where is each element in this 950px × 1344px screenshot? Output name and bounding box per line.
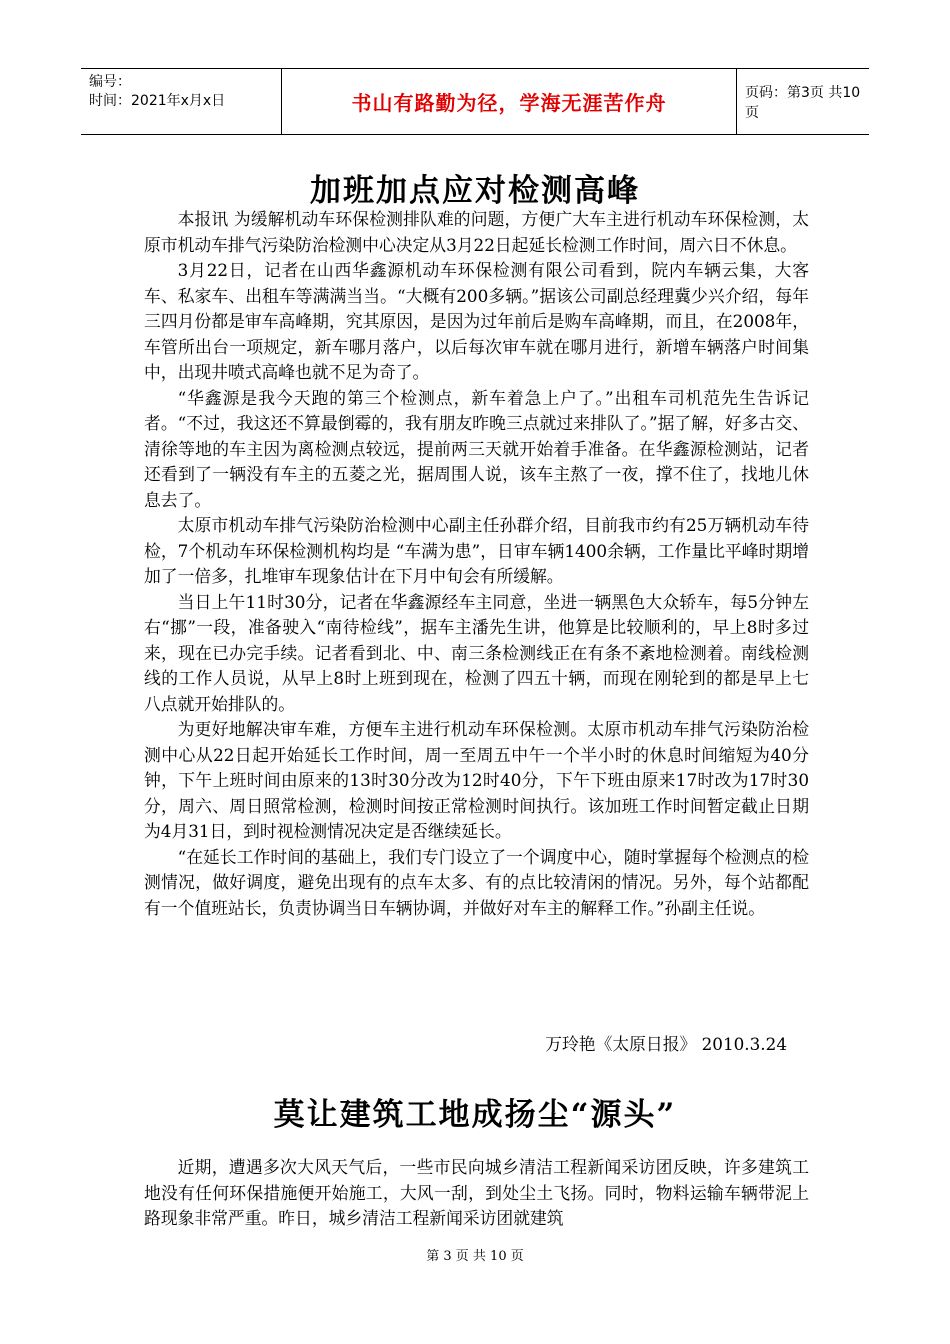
- header-number-label: 编号：: [89, 74, 131, 90]
- article1-paragraph: 本报讯 为缓解机动车环保检测排队难的问题，方便广大车主进行机动车环保检测，太原市机动车排气污染防治检测中心决定从3月22日起延长检测工作时间，周六日不休息。: [144, 209, 809, 255]
- article2-paragraph: 近期，遭遇多次大风天气后，一些市民向城乡清洁工程新闻采访团反映，许多建筑工地没有任何环保措施便开始施工，大风一刮，到处尘土飞扬。同时，物料运输车辆带泥上路现象非常严重。昨日，城乡清洁工程新闻采访团就建筑: [144, 1157, 809, 1228]
- article1-paragraph: 3月22日，记者在山西华鑫源机动车环保检测有限公司看到，院内车辆云集，大客车、私家车、出租车等满满当当。“大概有200多辆。”据该公司副总经理冀少兴介绍，每年三四月份都是审车高峰期，究其原因，是因为过年前后是购车高峰期，而且，在2008年，车管所出台一项规定，新车哪月落户，以后每次审车就在哪月进行，新增车辆落户时间集中，出现井喷式高峰也就不足为奇了。: [144, 260, 809, 382]
- header-page-label: 页码：第3页 共10页: [745, 84, 861, 121]
- article2-title: 莫让建筑工地成扬尘“源头”: [273, 1097, 677, 1133]
- article2-body: [144, 1155, 809, 1232]
- article1-paragraph: 为更好地解决审车难，方便车主进行机动车环保检测。太原市机动车排气污染防治检测中心从22日起开始延长工作时间，周一至周五中午一个半小时的休息时间缩短为40分钟，下午上班时间由原来的13时30分改为12时40分，下午下班由原来17时改为17时30分，周六、周日照常检测，检测时间按正常检测时间执行。该加班工作时间暂定截止日期为4月31日，到时视检测情况决定是否继续延长。: [144, 719, 809, 841]
- article1-byline: 万玲艳《太原日报》 2010.3.24: [545, 1034, 787, 1054]
- header-meta: [81, 69, 281, 134]
- header-date-label: 时间：2021年x月x日: [89, 93, 226, 109]
- header-motto: 书山有路勤为径，学海无涯苦作舟: [281, 69, 737, 134]
- article1-body: [144, 207, 809, 921]
- page-footer: 第 3 页 共 10 页: [426, 1249, 524, 1264]
- page-header: [81, 68, 869, 135]
- article1-paragraph: “华鑫源是我今天跑的第三个检测点，新车着急上户了。”出租车司机范先生告诉记者。“不过，我这还不算最倒霉的，我有朋友昨晚三点就过来排队了。”据了解，好多古交、清徐等地的车主因为离检测点较远，提前两三天就开始着手准备。在华鑫源检测站，记者还看到了一辆没有车主的五菱之光，据周围人说，该车主熬了一夜，撑不住了，找地儿休息去了。: [144, 387, 809, 510]
- article1-paragraph: “在延长工作时间的基础上，我们专门设立了一个调度中心，随时掌握每个检测点的检测情况，做好调度，避免出现有的点车太多、有的点比较清闲的情况。另外，每个站都配有一个值班站长，负责协调当日车辆协调，并做好对车主的解释工作。”孙副主任说。: [144, 846, 809, 918]
- article1-paragraph: 当日上午11时30分，记者在华鑫源经车主同意，坐进一辆黑色大众轿车，每5分钟左右“挪”一段，准备驶入“南待检线”，据车主潘先生讲，他算是比较顺利的，早上8时多过来，现在已办完手续。记者看到北、中、南三条检测线正在有条不紊地检测着。南线检测线的工作人员说，从早上8时上班到现在，检测了四五十辆，而现在刚轮到的都是早上七八点就开始排队的。: [144, 591, 809, 714]
- article1-paragraph: 太原市机动车排气污染防治检测中心副主任孙群介绍，目前我市约有25万辆机动车待检，7个机动车环保检测机构均是 “车满为患”，日审车辆1400余辆，工作量比平峰时期增加了一倍多，扎堆审车现象估计在下月中旬会有所缓解。: [144, 515, 809, 586]
- article1-title: 加班加点应对检测高峰: [310, 173, 640, 209]
